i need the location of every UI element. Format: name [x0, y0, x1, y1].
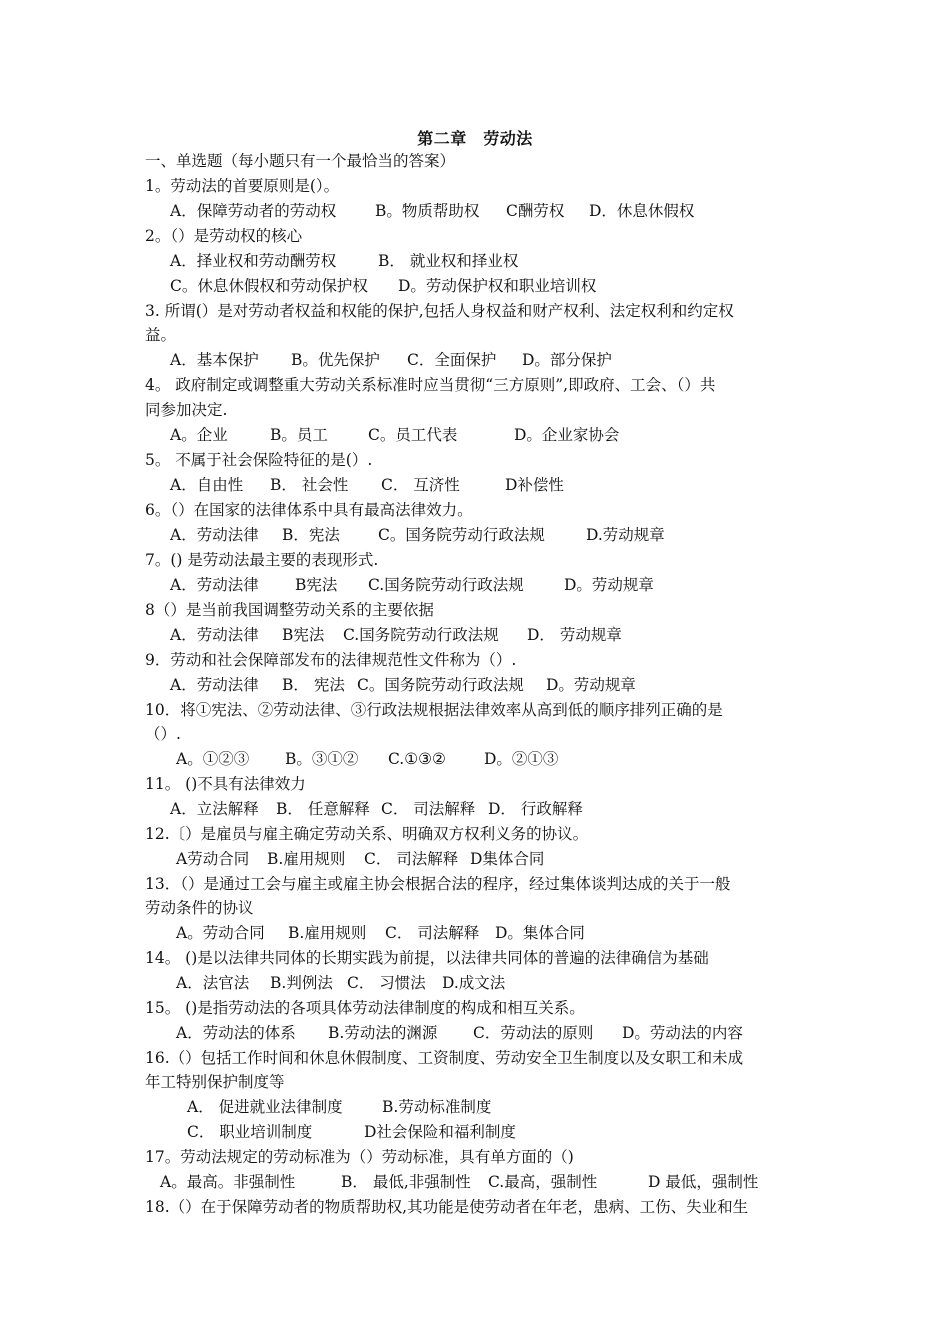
- option: D.成文法: [442, 974, 506, 992]
- option: C。国务院劳动行政法规: [357, 676, 524, 694]
- option: C.①③②: [388, 750, 446, 768]
- question-line: 4。 政府制定或调整重大劳动关系标准时应当贯彻“三方原则”,即政府、工会、（）共: [145, 376, 716, 394]
- option: D。劳动保护权和职业培训权: [398, 277, 597, 295]
- option: C.国务院劳动行政法规: [368, 576, 524, 594]
- option: D。劳动规章: [564, 576, 654, 594]
- question-line: 9．劳动和社会保障部发布的法律规范性文件称为（）.: [145, 651, 517, 669]
- question-line: 15。 ()是指劳动法的各项具体劳动法律制度的构成和相互关系。: [145, 999, 585, 1017]
- question-line: 年工特别保护制度等: [145, 1073, 285, 1091]
- question-line: 同参加决定.: [145, 401, 228, 419]
- option: D。企业家协会: [514, 426, 620, 444]
- option: D。部分保护: [522, 351, 612, 369]
- option: A．法官法: [176, 974, 250, 992]
- option: C． 职业培训制度: [187, 1123, 313, 1141]
- option: D.劳动规章: [586, 526, 665, 544]
- option: A．立法解释: [170, 800, 259, 818]
- option: D． 行政解释: [488, 800, 583, 818]
- question-line: 益。: [145, 326, 177, 344]
- option: C.国务院劳动行政法规: [343, 626, 499, 644]
- option: C．劳动法的原则: [473, 1024, 594, 1042]
- option: C。国务院劳动行政法规: [378, 526, 545, 544]
- option: D集体合同: [470, 850, 545, 868]
- option: D社会保险和福利制度: [364, 1123, 516, 1141]
- option: B。③①②: [285, 750, 359, 768]
- question-line: 2。（）是劳动权的核心: [145, 227, 303, 245]
- option: C。休息休假权和劳动保护权: [170, 277, 368, 295]
- option: A．劳动法律: [170, 526, 259, 544]
- option: C。员工代表: [368, 426, 458, 444]
- option: C.最高，强制性: [488, 1173, 598, 1191]
- option: A．劳动法律: [170, 576, 259, 594]
- option: A．劳动法的体系: [176, 1024, 296, 1042]
- option: A。劳动合同: [176, 924, 265, 942]
- option: D。②①③: [484, 750, 559, 768]
- option: B． 社会性: [270, 476, 349, 494]
- option: D． 劳动规章: [527, 626, 622, 644]
- option: B。员工: [270, 426, 328, 444]
- option: B．宪法: [282, 526, 340, 544]
- option: B． 宪法: [282, 676, 345, 694]
- option: C酬劳权: [506, 202, 565, 220]
- option: D。劳动法的内容: [622, 1024, 743, 1042]
- option: A． 促进就业法律制度: [187, 1098, 343, 1116]
- chapter-title: 第二章 劳动法: [417, 129, 533, 148]
- option: A．择业权和劳动酬劳权: [170, 252, 337, 270]
- question-line: 16.（）包括工作时间和休息休假制度、工资制度、劳动安全卫生制度以及女职工和未成: [145, 1049, 744, 1067]
- option: B． 就业权和择业权: [378, 252, 519, 270]
- question-line: 7。() 是劳动法最主要的表现形式.: [145, 551, 379, 569]
- option: A．自由性: [170, 476, 244, 494]
- question-line: 18.（）在于保障劳动者的物质帮助权,其功能是使劳动者在年老，患病、工伤、失业和生: [145, 1198, 749, 1216]
- question-line: （）.: [145, 725, 181, 743]
- option: D补偿性: [505, 476, 564, 494]
- option: D 最低，强制性: [648, 1173, 759, 1191]
- question-line: 3. 所谓(）是对劳动者权益和权能的保护,包括人身权益和财产权利、法定权利和约定权: [145, 302, 734, 320]
- option: B。优先保护: [291, 351, 380, 369]
- option: B。物质帮助权: [375, 202, 480, 220]
- option: A．劳动法律: [170, 626, 259, 644]
- section-heading: 一、单选题（每小题只有一个最恰当的答案）: [145, 152, 456, 170]
- option: A．基本保护: [170, 351, 259, 369]
- option: A。最高。非强制性: [160, 1173, 296, 1191]
- option: B宪法: [295, 576, 338, 594]
- question-line: 12.〔）是雇员与雇主确定劳动关系、明确双方权利义务的协议。: [145, 825, 589, 843]
- option: C． 司法解释: [385, 924, 480, 942]
- option: A．劳动法律: [170, 676, 259, 694]
- option: B宪法: [282, 626, 325, 644]
- question-line: 10．将①宪法、②劳动法律、③行政法规根据法律效率从高到低的顺序排列正确的是: [145, 701, 723, 719]
- option: A．保障劳动者的劳动权: [170, 202, 337, 220]
- option: B.劳动标准制度: [382, 1098, 492, 1116]
- question-line: 17。劳动法规定的劳动标准为（）劳动标准，具有单方面的（): [145, 1148, 574, 1166]
- option: C． 互济性: [381, 476, 460, 494]
- option: B.雇用规则: [267, 850, 346, 868]
- question-line: 劳动条件的协议: [145, 899, 254, 917]
- option: B.劳动法的渊源: [328, 1024, 438, 1042]
- question-line: 11。 ()不具有法律效力: [145, 775, 306, 793]
- option: A劳动合同: [176, 850, 250, 868]
- option: C．全面保护: [407, 351, 497, 369]
- option: B． 任意解释: [276, 800, 370, 818]
- question-line: 5。 不属于社会保险特征的是(）.: [145, 451, 373, 469]
- question-line: 1。劳动法的首要原则是(）。: [145, 177, 340, 195]
- question-line: 13．（）是通过工会与雇主或雇主协会根据合法的程序，经过集体谈判达成的关于一般: [145, 875, 731, 893]
- question-line: 14。 ()是以法律共同体的长期实践为前提，以法律共同体的普遍的法律确信为基础: [145, 949, 709, 967]
- option: C． 习惯法: [347, 974, 426, 992]
- option: B.判例法: [270, 974, 333, 992]
- option: D．休息休假权: [589, 202, 695, 220]
- option: D。集体合同: [495, 924, 585, 942]
- option: B． 最低,非强制性: [341, 1173, 471, 1191]
- option: B.雇用规则: [288, 924, 367, 942]
- question-line: 6。（）在国家的法律体系中具有最高法律效力。: [145, 501, 473, 519]
- option: C． 司法解释: [381, 800, 476, 818]
- option: A。①②③: [176, 750, 250, 768]
- question-line: 8（）是当前我国调整劳动关系的主要依据: [145, 601, 434, 619]
- option: A。企业: [170, 426, 228, 444]
- option: D。劳动规章: [546, 676, 636, 694]
- option: C． 司法解释: [364, 850, 459, 868]
